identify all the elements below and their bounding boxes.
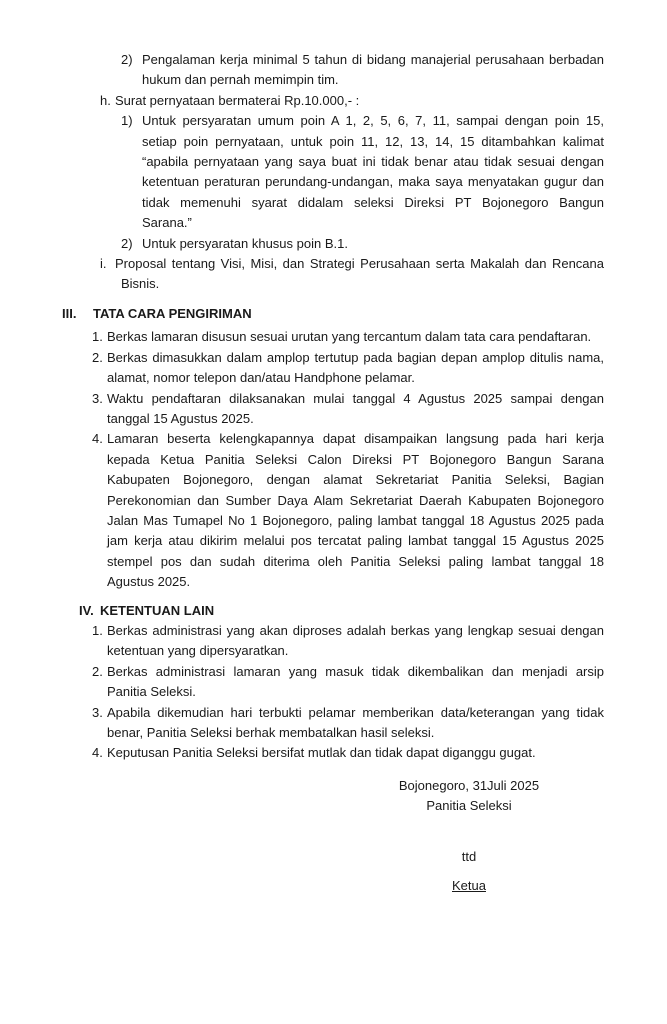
text-line: alamat, nomor telepon dan/atau Handphone pelamar. [107,370,415,386]
text-line: Panitia Seleksi. [107,684,196,700]
text-line: setiap poin pernyataan, untuk poin 11, 12, 13, 14, 15 ditambahkan kalimat [142,133,604,149]
section-title: TATA CARA PENGIRIMAN [93,305,252,321]
signature-role: Ketua [452,878,486,894]
list-item [0,234,667,254]
text-line: Berkas lamaran disusun sesuai urutan yang tercantum dalam tata cara pendaftaran. [107,329,592,345]
text-line: Berkas dimasukkan dalam amplop tertutup pada bagian depan amplop ditulis nama, [107,349,604,365]
list-item [0,327,667,347]
section-pengiriman-list [0,327,667,592]
section-title: KETENTUAN LAIN [100,602,215,618]
list-item [0,703,667,744]
text-line: Perekonomian dan Sumber Daya Alam Sekretariat Daerah Kabupaten Bojonegoro [107,492,604,508]
section-number: III. [62,305,77,321]
list-item [0,254,667,295]
text-line: Bisnis. [121,276,160,292]
text-line: Agustus 2025. [107,574,191,590]
list-item-marker: 2) [121,235,133,251]
list-item-marker: 2) [121,52,133,67]
text-line: ketentuan peraturan perundang-undangan, maka saya menyatakan gugur dan [142,174,604,190]
list-item-marker: 2. [92,663,103,679]
signature-committee: Panitia Seleksi [426,798,512,814]
text-line: jam kerja atau dikirim melalui pos tercatat paling lambat tanggal 15 Agustus 2025 [107,533,604,549]
list-item-marker: 3. [92,704,103,720]
text-line: Untuk persyaratan umum poin A 1, 2, 5, 6, 7, 11, sampai dengan poin 15, [142,113,604,129]
text-line: Berkas administrasi lamaran yang masuk tidak dikembalikan dan menjadi arsip [107,663,604,679]
list-item [0,389,667,430]
text-line: Jalan Mas Tumapel No 1 Bojonegoro, paling lambat tanggal 18 Agustus 2025 pada [107,512,604,528]
text-line: Sarana.” [142,215,192,231]
text-line: Untuk persyaratan khusus poin B.1. [142,235,348,251]
list-item [0,621,667,662]
text-line: Kabupaten Bojonegoro, dengan alamat Sekretariat Panitia Seleksi, Bagian [107,472,604,488]
text-line: stempel pos dan sudah diterima oleh Panitia Seleksi paling lambat tanggal 18 [107,553,604,569]
section-number: IV. [79,602,94,618]
signature-ttd: ttd [461,848,477,864]
section-heading-ketentuan-lain [0,601,667,621]
list-item-marker: 1) [121,113,133,129]
signature-place-date: Bojonegoro, 31Juli 2025 [398,777,540,793]
text-line: Apabila dikemudian hari terbukti pelamar memberikan data/keterangan yang tidak [107,704,604,720]
list-item-marker: 1. [92,329,103,345]
text-line: Pengalaman kerja minimal 5 tahun di bidang manajerial perusahaan berbadan [142,52,604,67]
list-item-marker: 3. [92,390,103,406]
list-item [0,111,667,233]
intro-list [0,50,667,295]
section-heading-pengiriman [0,304,667,324]
list-item-marker: 2. [92,349,103,365]
list-item [0,91,667,111]
text-line: Berkas administrasi yang akan diproses adalah berkas yang lengkap sesuai dengan [107,622,604,638]
signature-block [352,776,586,897]
list-item-marker: i. [100,256,107,272]
list-item-marker: 1. [92,622,103,638]
text-line: Surat pernyataan bermaterai Rp.10.000,- : [115,92,360,108]
list-item [0,348,667,389]
text-line: benar, Panitia Seleksi berhak membatalkan hasil seleksi. [107,725,435,740]
list-item [0,429,667,592]
text-line: “apabila pernyataan yang saya buat ini tidak benar atau tidak sesuai dengan [142,154,604,170]
text-line: tidak memenuhi syarat didalam seleksi Direksi PT Bojonegoro Bangun [142,194,604,210]
list-item [0,743,667,763]
list-item [0,662,667,703]
text-line: tanggal 15 Agustus 2025. [107,410,254,426]
section-ketentuan-lain-list [0,621,667,764]
text-line: Proposal tentang Visi, Misi, dan Strategi Perusahaan serta Makalah dan Rencana [115,256,604,272]
list-item-marker: 4. [92,431,103,447]
text-line: Keputusan Panitia Seleksi bersifat mutlak dan tidak dapat diganggu gugat. [107,745,536,761]
list-item-marker: 4. [92,745,103,761]
text-line: Waktu pendaftaran dilaksanakan mulai tanggal 4 Agustus 2025 sampai dengan [107,390,604,406]
list-item-marker: h. [100,92,111,108]
text-line: ketentuan yang dipersyaratkan. [107,643,289,659]
list-item [0,50,667,91]
text-line: Lamaran beserta kelengkapannya dapat disampaikan langsung pada hari kerja [107,431,604,447]
text-line: kepada Ketua Panitia Seleksi Calon Direksi PT Bojonegoro Bangun Sarana [107,451,604,467]
text-line: hukum dan pernah memimpin tim. [142,72,339,88]
